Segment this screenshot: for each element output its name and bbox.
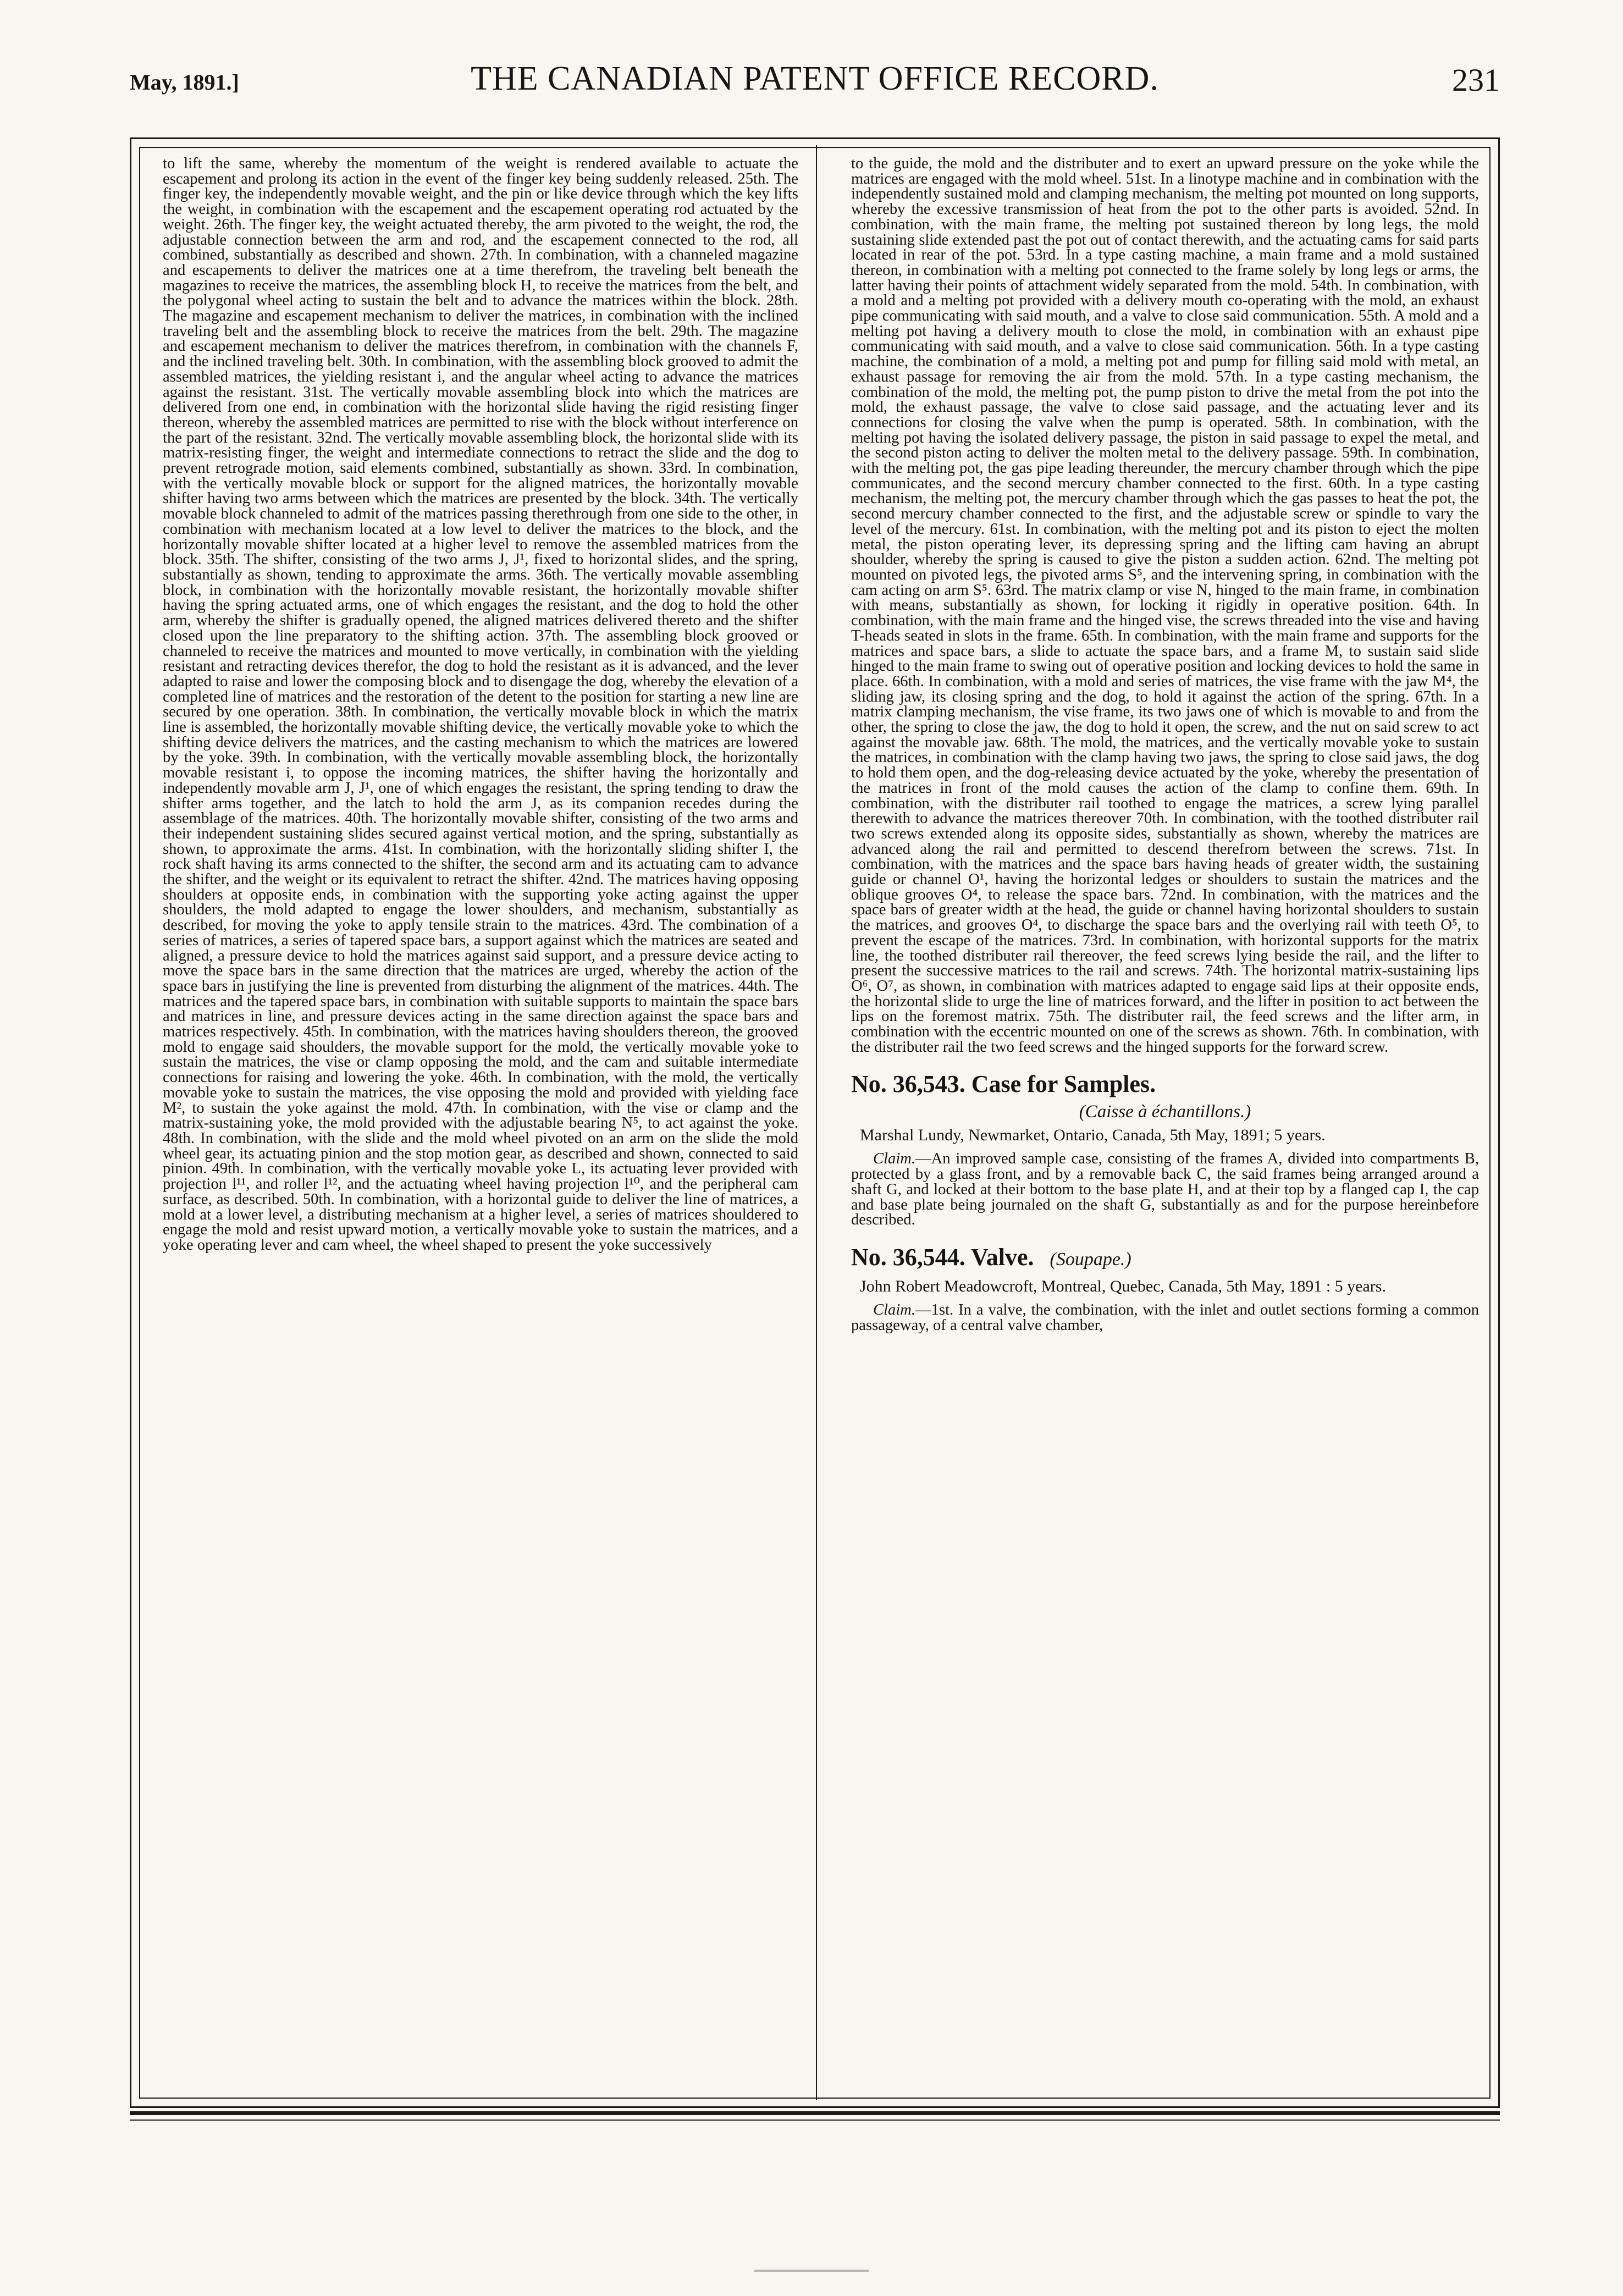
patent-title: Case for Samples. bbox=[971, 1070, 1156, 1098]
patent-entry-title bbox=[851, 1242, 1479, 1275]
claim-label: Claim. bbox=[873, 1301, 916, 1318]
page-number: 231 bbox=[1452, 62, 1500, 98]
column-divider bbox=[816, 145, 817, 2100]
right-column bbox=[851, 156, 1479, 2091]
left-column-text: to lift the same, whereby the momentum of the weight is rendered available to actuate the escapement and prolong its action in the event of the finger key being suddenly released. 25th. The finger key, the independently movable weight, and the pin or like device through which the key lifts the weight, in combination with the escapement and the escapement operating rod actuated by the weight. 26th. The finger key, the weight actuated thereby, the arm pivoted to the weight, the rod, the adjustable connection between the arm and rod, and the escapement connected to the rod, all combined, substantially as described and shown. 27th. In combination, with a channeled magazine and escapements to deliver the matrices one at a time therefrom, the traveling belt beneath the magazines to receive the matrices, the assembling block H, to receive the matrices from the belt, and the polygonal wheel acting to sustain the belt and to advance the matrices within the block. 28th. The magazine and escapement mechanism to deliver the matrices, in combination with the inclined traveling belt and the assembling block to receive the matrices from the belt. 29th. The magazine and escapement mechanism to deliver the matrices therefrom, in combination with the channels F, and the inclined traveling belt. 30th. In combination, with the assembling block grooved to admit the assembled matrices, the yielding resistant i, and the angular wheel acting to advance the matrices against the resistant. 31st. The vertically movable assembling block into which the matrices are delivered from one end, in combination with the horizontal slide having the rigid resisting finger thereon, whereby the assembled matrices are permitted to rise with the block without interference on the part of the resistant. 32nd. The vertically movable assembling block, the horizontal slide with its matrix-resisting finger, the weight and intermediate connections to retract the slide and the dog to prevent retrograde motion, said elements combined, substantially as shown. 33rd. In combination, with the vertically movable block or support for the aligned matrices, the horizontally movable shifter having two arms between which the matrices are presented by the block. 34th. The vertically movable block channeled to admit of the matrices passing therethrough from one side to the other, in combination with mechanism located at a low level to deliver the matrices to the block, and the horizontally movable shifter located at a higher level to remove the assembled matrices from the block. 35th. The shifter, consisting of the two arms J, J¹, fixed to horizontal slides, and the spring, substantially as shown, tending to approximate the arms. 36th. The vertically movable assembling block, in combination with the horizontally movable resistant, the horizontally movable shifter having the spring actuated arms, one of which engages the resistant, and the dog to hold the other arm, whereby the shifter is gradually opened, the aligned matrices delivered thereto and the shifter closed upon the line preparatory to the shifting action. 37th. The assembling block grooved or channeled to receive the matrices and mounted to move vertically, in combination with the yielding resistant and retracting devices therefor, the dog to hold the resistant as it is advanced, and the lever adapted to raise and lower the composing block and to disengage the dog, whereby the elevation of a completed line of matrices and the restoration of the detent to the position for starting a new line are secured by one operation. 38th. In combination, the vertically movable block in which the matrix line is assembled, the horizontally movable shifting device, the vertically movable yoke to which the shifting device delivers the matrices, and the casting mechanism to which the matrices are lowered by the yoke. 39th. In combination, with the vertically movable assembling block, the horizontally movable resistant i, to oppose the incoming matrices, the shifter having the horizontally and independently movable arm J, J¹, one of which engages the resistant, the spring tending to draw the shifter arms together, and the latch to hold the arm J, as its companion recedes during the assemblage of the matrices. 40th. The horizontally movable shifter, consisting of the two arms and their independent sustaining slides secured against vertical motion, and the spring, substantially as shown, to approximate the arms. 41st. In combination, with the horizontally sliding shifter I, the rock shaft having its arms connected to the shifter, the second arm and its actuating cam to advance the shifter, and the weight or its equivalent to retract the shifter. 42nd. The matrices having opposing shoulders at opposite ends, in combination with the supporting yoke acting against the upper shoulders, the mold adapted to engage the lower shoulders, and mechanism, substantially as described, for moving the yoke to apply tensile strain to the matrices. 43rd. The combination of a series of matrices, a series of tapered space bars, a support against which the matrices are seated and aligned, a pressure device to hold the matrices against said support, and a pressure device acting to move the space bars in the same direction that the matrices are urged, whereby the action of the space bars in justifying the line is prevented from disturbing the alignment of the matrices. 44th. The matrices and the tapered space bars, in combination with suitable supports to maintain the space bars and matrices in line, and pressure devices acting in the same direction against the space bars and matrices respectively. 45th. In combination, with the matrices having shoulders thereon, the grooved mold to engage said shoulders, the movable support for the mold, the vertically movable yoke to sustain the matrices, the vise or clamp opposing the mold, and the cam and suitable intermediate connections for raising and lowering the yoke. 46th. In combination, with the mold, the vertically movable yoke to sustain the matrices, the vise opposing the mold and provided with yielding face M², to sustain the yoke against the mold. 47th. In combination, with the vise or clamp and the matrix-sustaining yoke, the mold provided with the adjustable bearing N⁵, to act against the yoke. 48th. In combination, with the slide and the mold wheel pivoted on an arm on the slide the mold wheel gear, its actuating pinion and the stop motion gear, as described and shown, connected to said pinion. 49th. In combination, with the vertically movable yoke L, its actuating lever provided with projection l¹¹, and roller l¹², and the actuating wheel having projection l¹⁰, and the peripheral cam surface, as described. 50th. In combination, with a horizontal guide to deliver the line of matrices, a mold at a lower level, a distributing mechanism at a higher level, a series of matrices shouldered to engage the mold and resist upward motion, a vertically movable yoke to sustain the matrices, and a yoke operating lever and cam wheel, the wheel shaped to present the yoke successively bbox=[163, 156, 798, 1254]
patent-applicant: John Robert Meadowcroft, Montreal, Quebec, Canada, 5th May, 1891 : 5 years. bbox=[860, 1277, 1386, 1295]
claim-label: Claim. bbox=[873, 1150, 916, 1168]
left-column bbox=[163, 156, 798, 2091]
claim-text: —An improved sample case, consisting of the frames A, divided into compartments B, protected by a glass front, and by a removable back C, the said frames being arranged around a shaft G, and locked at their bottom to the base plate H, and at their top by a flanged cap I, the cap and base plate being journaled on the shaft G, substantially as and for the purpose hereinbefore described. bbox=[851, 1150, 1479, 1229]
right-column-text: to the guide, the mold and the distributer and to exert an upward pressure on the yoke while the matrices are engaged with the mold wheel. 51st. In a linotype machine and in combination with the independently sustained mold and clamping mechanism, the melting pot mounted on long supports, whereby the excessive transmission of heat from the pot to the other parts is avoided. 52nd. In combination, with the main frame, the melting pot sustained thereon by long legs, the mold sustaining slide extended past the pot out of contact therewith, and the actuating cams for said parts located in rear of the pot. 53rd. In a type casting machine, a main frame and a mold sustained thereon, in combination with a melting pot connected to the frame solely by long legs or arms, the latter having their points of attachment widely separated from the mold. 54th. In combination, with a mold and a melting pot provided with a delivery mouth co-operating with the mold, an exhaust pipe communicating with said mouth, and a valve to close said communication. 55th. A mold and a melting pot having a delivery mouth to close the mold, in combination with an exhaust pipe communicating with said mouth, and a valve to close said communication. 56th. In a type casting machine, the combination of a mold, a melting pot and pump for filling said mold with metal, an exhaust passage for removing the air from the mold. 57th. In a type casting mechanism, the combination of the mold, the melting pot, the pump piston to drive the metal from the pot into the mold, the exhaust passage, the valve to close said passage, and the actuating lever and its connections for closing the valve when the pump is operated. 58th. In combination, with the melting pot having the isolated delivery passage, the piston in said passage to expel the metal, and the second piston acting to deliver the molten metal to the delivery passage. 59th. In combination, with the melting pot, the gas pipe leading thereunder, the mercury chamber through which the pipe communicates, and the second mercury chamber connected to the first. 60th. In a type casting mechanism, the melting pot, the mercury chamber through which the gas passes to heat the pot, the second mercury chamber connected to the first, and the adjustable screw or spindle to vary the level of the mercury. 61st. In combination, with the melting pot and its piston to eject the molten metal, the piston operating lever, its depressing spring and the lifting cam having an abrupt shoulder, whereby the spring is caused to give the piston a sudden action. 62nd. The melting pot mounted on pivoted legs, the pivoted arms S⁵, and the intervening spring, in combination with the cam acting on arm S⁵. 63rd. The matrix clamp or vise N, hinged to the main frame, in combination with means, substantially as shown, for locking it rigidly in operative position. 64th. In combination, with the main frame and the hinged vise, the screws threaded into the vise and having T-heads seated in slots in the frame. 65th. In combination, with the main frame and supports for the matrices and space bars, a slide to actuate the space bars, and a frame M, to sustain said slide hinged to the main frame to swing out of operative position and locking devices to hold the same in place. 66th. In combination, with a mold and series of matrices, the vise frame with the jaw M⁴, the sliding jaw, its closing spring and the dog, to hold it against the action of the spring. 67th. In a matrix clamping mechanism, the vise frame, its two jaws one of which is movable to and from the other, the spring to close the jaw, the dog to hold it open, the screw, and the nut on said screw to act against the movable jaw. 68th. The mold, the matrices, and the vertically movable yoke to sustain the matrices, in combination with the clamp having two jaws, the spring to close said jaws, the dog to hold them open, and the dog-releasing device actuated by the yoke, whereby the presentation of the matrices in front of the mold causes the action of the clamp to confine them. 69th. In combination, with the distributer rail toothed to engage the matrices, a screw lying parallel therewith to advance the matrices thereover 70th. In combination, with the toothed distributer rail two screws extended along its opposite sides, substantially as shown, whereby the matrices are advanced along the rail and permitted to descend therefrom between the screws. 71st. In combination, with the matrices and the space bars having heads of greater width, the sustaining guide or channel O¹, having the horizontal ledges or shoulders to sustain the matrices and the oblique grooves O⁴, to release the space bars. 72nd. In combination, with the matrices and the space bars of greater width at the head, the guide or channel having horizontal shoulders to sustain the matrices, and grooves O⁴, to discharge the space bars and the overlying rail with teeth O⁵, to prevent the escape of the matrices. 73rd. In combination, with horizontal supports for the matrix line, the toothed distributer rail thereover, the feed screws lying beside the rail, and the lifter to present the successive matrices to the rail and screws. 74th. The horizontal matrix-sustaining lips O⁶, O⁷, as shown, in combination with matrices adapted to engage said lips at their opposite ends, the horizontal slide to urge the line of matrices forward, and the lifter in position to act between the lips on the foremost matrix. 75th. The distributer rail, the feed screws and the lifter arm, in combination with the eccentric mounted on one of the screws as shown. 76th. In combination, with the distributer rail the two feed screws and the hinged supports for the forward screw. bbox=[851, 156, 1479, 1056]
patent-claim bbox=[851, 1151, 1479, 1228]
patent-number-label: No. bbox=[851, 1244, 887, 1271]
patent-applicant: Marshal Lundy, Newmarket, Ontario, Canada, 5th May, 1891; 5 years. bbox=[860, 1126, 1326, 1145]
patent-number: 36,543. bbox=[892, 1070, 965, 1098]
page-edge-mark bbox=[754, 2270, 869, 2272]
patent-number: 36,544. bbox=[892, 1244, 965, 1271]
patent-french-title: (Soupape.) bbox=[1050, 1249, 1131, 1270]
patent-french-title: (Caisse à échantillons.) bbox=[1079, 1102, 1251, 1122]
patent-entry-title bbox=[851, 1069, 1479, 1100]
page-header bbox=[130, 59, 1500, 109]
claim-text: —1st. In a valve, the combination, with the inlet and outlet sections forming a common passageway, of a central valve chamber, bbox=[851, 1301, 1479, 1334]
issue-date: May, 1891.] bbox=[130, 70, 239, 95]
patent-title: Valve. bbox=[971, 1244, 1034, 1271]
bottom-rule bbox=[130, 2111, 1500, 2115]
patent-number-label: No. bbox=[851, 1070, 887, 1098]
patent-claim bbox=[851, 1302, 1479, 1333]
publication-title: THE CANADIAN PATENT OFFICE RECORD. bbox=[471, 60, 1159, 97]
bottom-rule-thin bbox=[130, 2120, 1500, 2121]
